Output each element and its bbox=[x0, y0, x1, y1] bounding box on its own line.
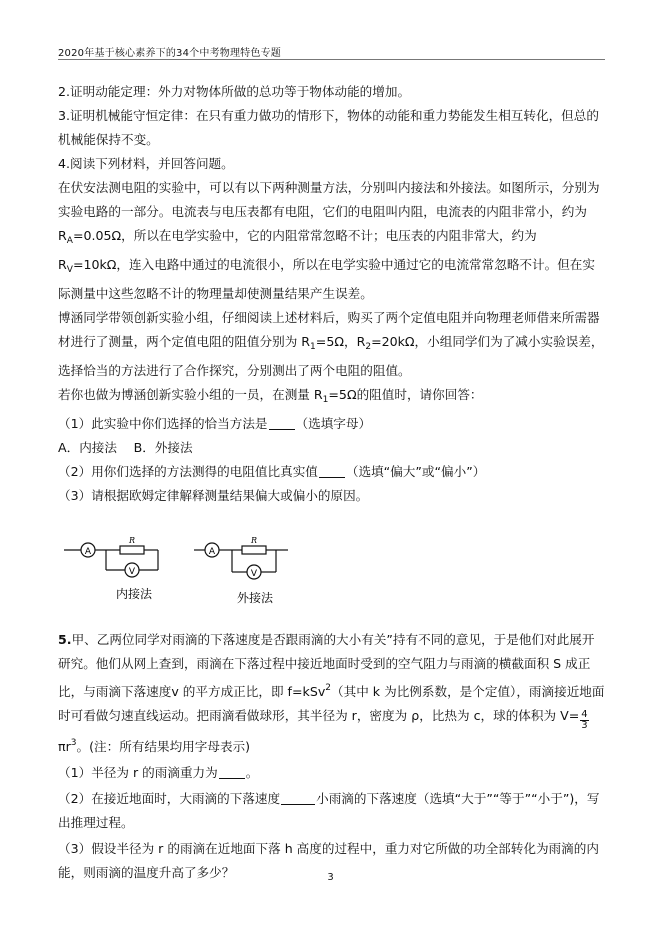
ammeter-label: A bbox=[84, 547, 92, 557]
problem-5: 5.甲、乙两位同学对雨滴的下落速度是否跟雨滴的大小有关”持有不同的意见，于是他们对此展开研究。他们从网上查到，雨滴在下落过程中接近地面时受到的空气阻力与雨滴的横截面积 S 成正比，与雨滴下落速度v 的平方成正比，即 f=kSv$^2$（其中 k 为比例系数，是个定值），雨滴接近地面时可看做匀速直线运动。把雨滴看做球形，其半径为 r，密度为 ρ，比热为 c，球的体积为 V= $\frac{4}{3}$ $\pi r^3$。(注：所有结果均用字母表示) bbox=[58, 632, 605, 754]
material-paragraph-2: 博涵同学带领创新实验小组，仔细阅读上述材料后，购买了两个定值电阻并向物理老师借来所需器材进行了测量，两个定值电阻的阻值分别为 $R_1=5\Omega$，$R_2=20k\Omega$，小组同学们为了减小实验误差，选择恰当的方法进行了合作探究，分别测出了两个电阻的阻值。 bbox=[58, 310, 604, 378]
resistor-icon bbox=[120, 546, 144, 554]
item-4-heading: 4.阅读下列材料，并回答问题。 bbox=[58, 156, 234, 171]
material-paragraph-3: 若你也做为博涵创新实验小组的一员，在测量 $R_1=5\Omega$的阻值时，请你回答： bbox=[58, 387, 483, 405]
header-divider bbox=[58, 59, 605, 60]
sub-question-2: （2）在接近地面时，大雨滴的下落速度 小雨滴的下落速度（选填“大于”“等于”“小于”)，写出推理过程。 bbox=[58, 791, 600, 830]
sub-question-1: （1）半径为 r 的雨滴重力为 。 bbox=[58, 765, 259, 780]
fraction-four-thirds: $\frac{4}{3}$ bbox=[581, 709, 588, 731]
question-2: （2）用你们选择的方法测得的电阻值比真实值 （选填“偏大”或“偏小”） bbox=[58, 464, 486, 479]
item-2-dynamic-theorem: 2.证明动能定理：外力对物体所做的总功等于物体动能的增加。 bbox=[58, 84, 411, 99]
answer-blank[interactable] bbox=[219, 766, 245, 779]
ammeter-label: A bbox=[208, 547, 216, 557]
resistor-label: R bbox=[128, 536, 136, 545]
circuit-diagrams bbox=[62, 536, 362, 608]
item-3-energy-conservation: 3.证明机械能守恒定律：在只有重力做功的情形下，物体的动能和重力势能发生相互转化，但总的机械能保持不变。 bbox=[58, 108, 599, 147]
answer-blank[interactable] bbox=[319, 465, 345, 478]
answer-blank[interactable] bbox=[269, 417, 295, 430]
answer-blank[interactable] bbox=[281, 792, 315, 805]
question-1-options: A．内接法 B．外接法 bbox=[58, 440, 193, 455]
inner-connection-circuit bbox=[64, 536, 158, 601]
outer-connection-caption: 外接法 bbox=[237, 591, 274, 605]
page-header-title: 2020年基于核心素养下的34个中考物理特色专题 bbox=[58, 48, 281, 59]
material-paragraph-1: 在伏安法测电阻的实验中，可以有以下两种测量方法，分别叫内接法和外接法。如图所示，分别为实验电路的一部分。电流表与电压表都有电阻，它们的电阻叫内阻，电流表的内阻非常小，约为 $R_A=0.05\Omega$，所以在电学实验中，它的内阻常常忽略不计；电压表的内阻非常大，约为 $R_V=10k\Omega$，连入电路中通过的电流很小，所以在电学实验中通过它的电流常常忽略不计。但在实际测量中这些忽略不计的物理量却使测量结果产生误差。 bbox=[58, 180, 600, 301]
resistor-label: R bbox=[250, 536, 258, 545]
outer-connection-circuit bbox=[194, 536, 288, 605]
question-1: （1）此实验中你们选择的恰当方法是 （选填字母） bbox=[58, 416, 372, 431]
resistor-icon bbox=[242, 546, 266, 554]
document-body bbox=[58, 80, 606, 885]
sub-question-3: （3）假设半径为 r 的雨滴在近地面下落 h 高度的过程中，重力对它所做的功全部转化为雨滴的内能，则雨滴的温度升高了多少？ bbox=[58, 841, 599, 880]
inner-connection-caption: 内接法 bbox=[116, 587, 153, 601]
question-3: （3）请根据欧姆定律解释测量结果偏大或偏小的原因。 bbox=[58, 488, 369, 503]
page-number: 3 bbox=[327, 872, 334, 883]
voltmeter-label: V bbox=[250, 569, 258, 579]
voltmeter-label: V bbox=[128, 567, 136, 577]
